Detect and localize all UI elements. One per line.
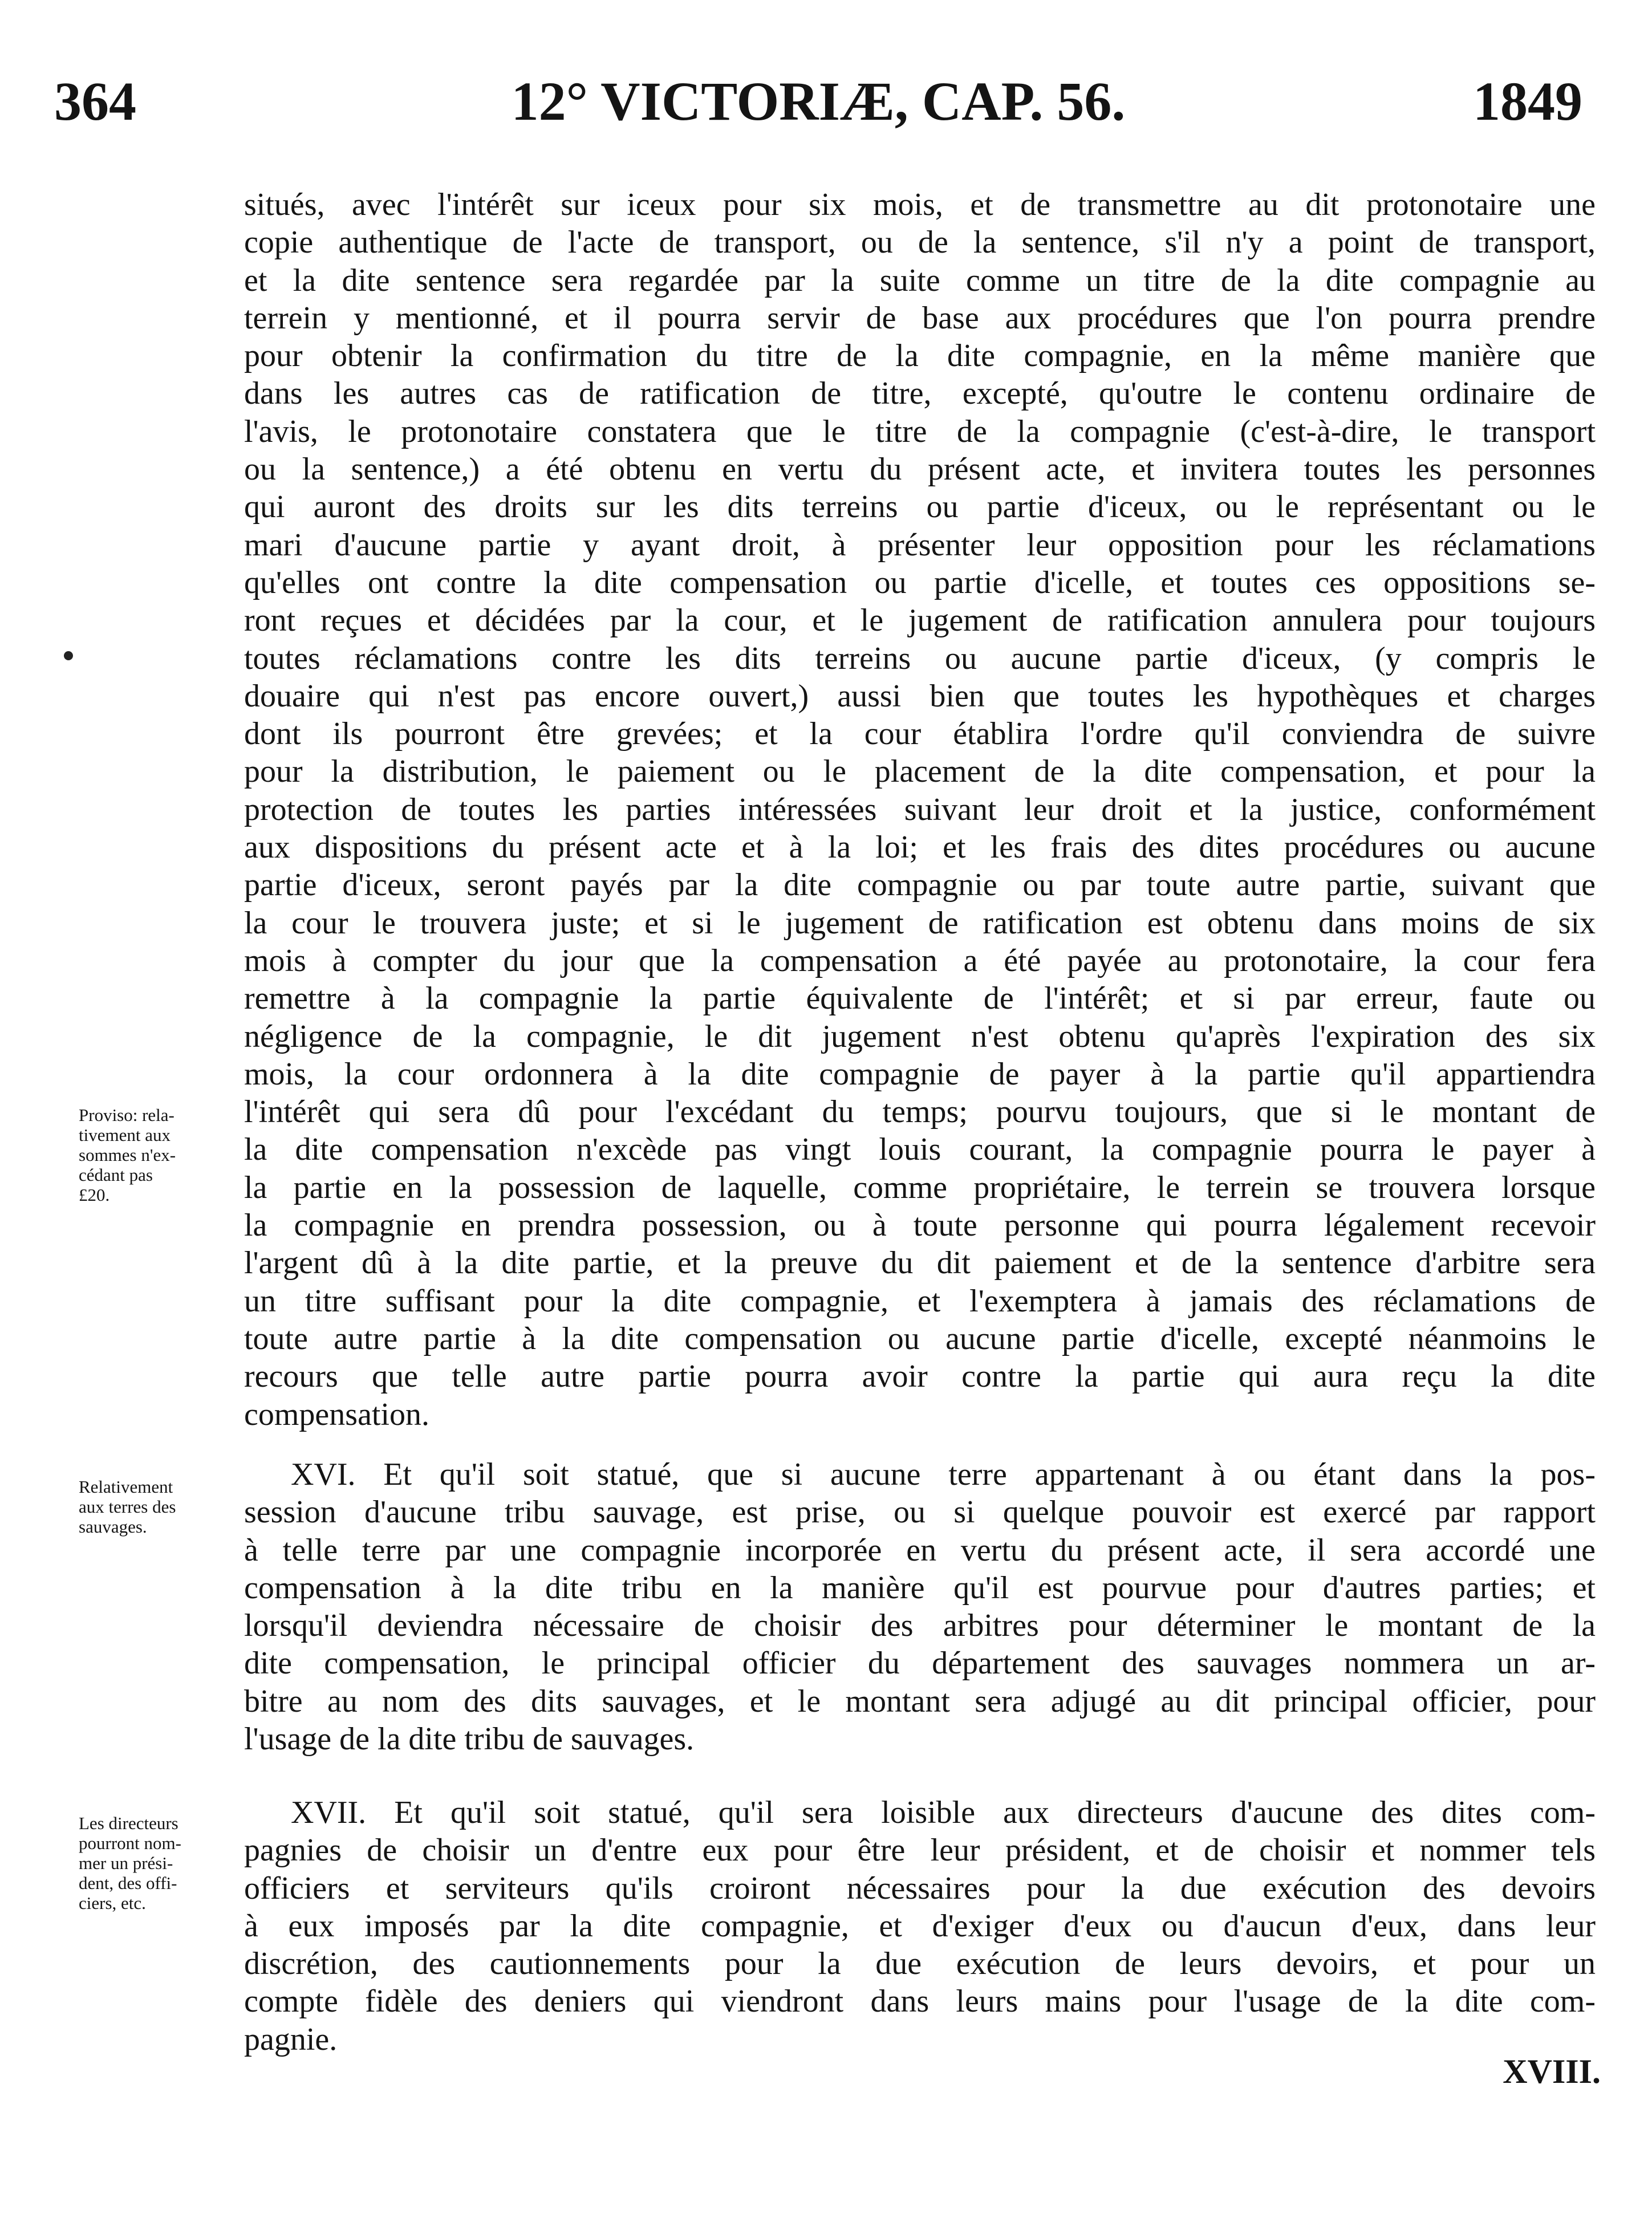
margin-note-line: Les directeurs: [79, 1813, 178, 1833]
text-line: lorsqu'il deviendra nécessaire de choisir des arbitres pour déterminer le montant de la: [244, 1608, 1596, 1644]
text-line: remettre à la compagnie la partie équivalente de l'intérêt; et si par erreur, faute ou: [244, 981, 1596, 1017]
margin-note-proviso: [79, 1105, 221, 1205]
text-line: aux dispositions du présent acte et à la loi; et les frais des dites procédures ou aucune: [244, 830, 1596, 866]
text-line: XVII. Et qu'il soit statué, qu'il sera loisible aux directeurs d'aucune des dites com-: [291, 1795, 1596, 1830]
text-line: terrein y mentionné, et il pourra servir de base aux procédures que l'on pourra prendre: [244, 300, 1596, 336]
paragraph-continuation: [244, 186, 1596, 1433]
margin-note-line: tivement aux: [79, 1125, 171, 1145]
margin-note-directeurs: [79, 1813, 221, 1913]
margin-note-line: sommes n'ex-: [79, 1145, 176, 1165]
text-line: à telle terre par une compagnie incorporée en vertu du présent acte, il sera accordé une: [244, 1532, 1596, 1568]
catchword: XVIII.: [1503, 2053, 1601, 2090]
text-line: pour la distribution, le paiement ou le placement de la dite compensation, et pour la: [244, 754, 1596, 790]
margin-note-sauvages: [79, 1477, 221, 1537]
margin-note-line: dent, des offi-: [79, 1873, 177, 1893]
section-xvi: [244, 1456, 1596, 1758]
text-line: négligence de la compagnie, le dit jugement n'est obtenu qu'après l'expiration des six: [244, 1018, 1596, 1054]
text-line: mois à compter du jour que la compensation a été payée au protonotaire, la cour fera: [244, 943, 1596, 978]
text-line: la compagnie en prendra possession, ou à toute personne qui pourra légalement recevoir: [244, 1208, 1596, 1244]
text-line: compensation à la dite tribu en la manière qu'il est pourvue pour d'autres parties; et: [244, 1570, 1596, 1606]
text-line: toutes réclamations contre les dits terreins ou aucune partie d'iceux, (y compris le: [244, 640, 1596, 676]
text-line: l'intérêt qui sera dû pour l'excédant du temps; pourvu toujours, que si le montant de: [244, 1094, 1596, 1130]
text-line: la partie en la possession de laquelle, comme propriétaire, le terrein se trouvera lorsque: [244, 1169, 1596, 1205]
margin-note-line: ciers, etc.: [79, 1893, 146, 1913]
text-line: toute autre partie à la dite compensation ou aucune partie d'icelle, excepté néanmoins le: [244, 1321, 1596, 1356]
text-line: pagnies de choisir un d'entre eux pour être leur président, et de choisir et nommer tels: [244, 1833, 1596, 1868]
text-line: XVI. Et qu'il soit statué, que si aucune terre appartenant à ou étant dans la pos-: [291, 1457, 1596, 1492]
text-line: copie authentique de l'acte de transport, ou de la sentence, s'il n'y a point de transport,: [244, 225, 1596, 261]
margin-note-line: Proviso: rela-: [79, 1105, 174, 1125]
text-line: mois, la cour ordonnera à la dite compagnie de payer à la partie qu'il appartiendra: [244, 1056, 1596, 1092]
text-line: session d'aucune tribu sauvage, est prise, ou si quelque pouvoir est exercé par rapport: [244, 1494, 1596, 1530]
text-line: pour obtenir la confirmation du titre de la dite compagnie, en la même manière que: [244, 338, 1596, 374]
margin-note-line: Relativement: [79, 1477, 173, 1497]
text-line: ront reçues et décidées par la cour, et le jugement de ratification annulera pour toujours: [244, 603, 1596, 639]
text-line: dans les autres cas de ratification de titre, excepté, qu'outre le contenu ordinaire de: [244, 376, 1596, 412]
text-line: officiers et serviteurs qu'ils croiront nécessaires pour la due exécution des devoirs: [244, 1870, 1596, 1906]
text-line: partie d'iceux, seront payés par la dite compagnie ou par toute autre partie, suivant que: [244, 867, 1596, 903]
text-line: douaire qui n'est pas encore ouvert,) aussi bien que toutes les hypothèques et charges: [244, 678, 1596, 714]
text-line: qui auront des droits sur les dits terreins ou partie d'iceux, ou le représentant ou le: [244, 489, 1596, 525]
text-line: dite compensation, le principal officier du département des sauvages nommera un ar-: [244, 1646, 1596, 1681]
margin-note-line: pourront nom-: [79, 1833, 181, 1853]
text-line: recours que telle autre partie pourra avoir contre la partie qui aura reçu la dite: [244, 1359, 1596, 1395]
text-line: protection de toutes les parties intéressées suivant leur droit et la justice, conformément: [244, 791, 1596, 827]
margin-note-line: aux terres des: [79, 1497, 176, 1517]
text-line: compte fidèle des deniers qui viendront dans leurs mains pour l'usage de la dite com-: [244, 1984, 1596, 2020]
margin-dot: [64, 651, 73, 660]
text-line: l'usage de la dite tribu de sauvages.: [244, 1721, 695, 1757]
margin-note-line: £20.: [79, 1185, 110, 1205]
text-line: discrétion, des cautionnements pour la due exécution de leurs devoirs, et pour un: [244, 1946, 1596, 1982]
text-line: ou la sentence,) a été obtenu en vertu du présent acte, et invitera toutes les personnes: [244, 452, 1596, 488]
text-line: situés, avec l'intérêt sur iceux pour six mois, et de transmettre au dit protonotaire une: [244, 187, 1596, 222]
text-line: qu'elles ont contre la dite compensation ou partie d'icelle, et toutes ces oppositions se-: [244, 564, 1596, 600]
text-line: l'avis, le protonotaire constatera que le titre de la compagnie (c'est-à-dire, le transport: [244, 413, 1596, 449]
text-line: pagnie.: [244, 2021, 338, 2057]
text-line: la cour le trouvera juste; et si le jugement de ratification est obtenu dans moins de six: [244, 905, 1596, 941]
text-line: mari d'aucune partie y ayant droit, à présenter leur opposition pour les réclamations: [244, 527, 1596, 563]
section-xvii: [244, 1794, 1596, 2058]
margin-note-line: cédant pas: [79, 1165, 153, 1185]
margin-note-line: mer un prési-: [79, 1853, 173, 1873]
margin-note-line: sauvages.: [79, 1517, 147, 1537]
page-number: 364: [54, 71, 136, 132]
year: 1849: [1473, 71, 1582, 132]
text-line: à eux imposés par la dite compagnie, et d'exiger d'eux ou d'aucun d'eux, dans leur: [244, 1908, 1596, 1944]
text-line: bitre au nom des dits sauvages, et le montant sera adjugé au dit principal officier, pour: [244, 1683, 1596, 1719]
text-line: la dite compensation n'excède pas vingt louis courant, la compagnie pourra le payer à: [244, 1132, 1596, 1168]
text-line: l'argent dû à la dite partie, et la preuve du dit paiement et de la sentence d'arbitre sera: [244, 1245, 1596, 1281]
page-header: [54, 67, 1582, 136]
text-line: compensation.: [244, 1396, 430, 1432]
text-line: dont ils pourront être grevées; et la cour établira l'ordre qu'il conviendra de suivre: [244, 716, 1596, 752]
text-line: un titre suffisant pour la dite compagnie, et l'exemptera à jamais des réclamations de: [244, 1283, 1596, 1319]
text-line: et la dite sentence sera regardée par la suite comme un titre de la dite compagnie au: [244, 262, 1596, 298]
running-title: 12° VICTORIÆ, CAP. 56.: [511, 71, 1126, 132]
